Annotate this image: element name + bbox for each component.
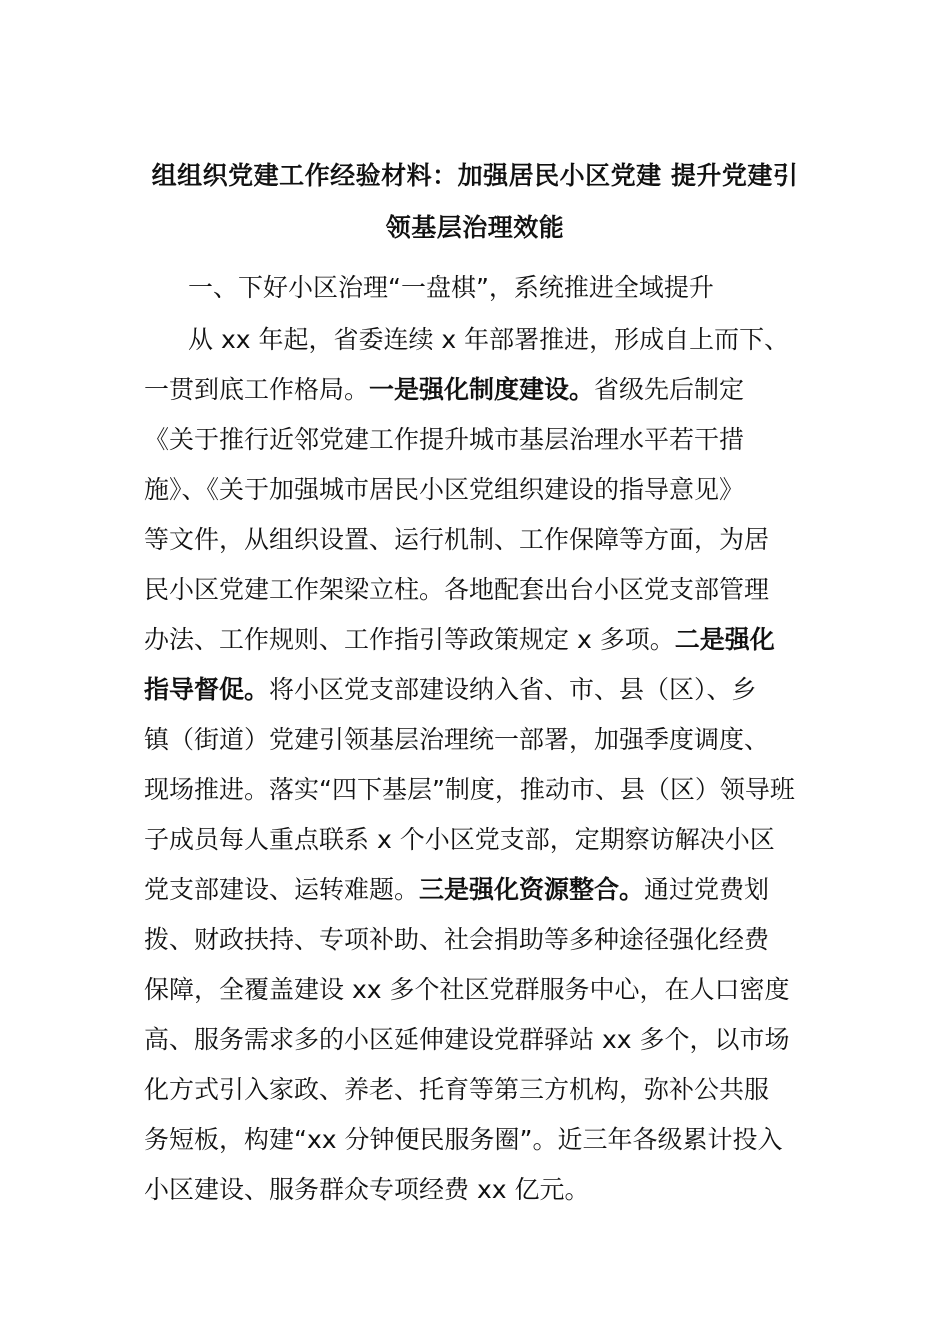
body-line bbox=[144, 515, 804, 565]
bold-lead-text: 指导督促。 bbox=[144, 675, 270, 704]
body-line bbox=[144, 665, 804, 715]
body-text-segment: 保障，全覆盖建设 xx 多个社区党群服务中心，在人口密度 bbox=[144, 975, 790, 1004]
body-line bbox=[144, 415, 804, 465]
body-line bbox=[144, 1015, 804, 1065]
body-text-segment: 镇（街道）党建引领基层治理统一部署，加强季度调度、 bbox=[144, 725, 770, 754]
body-text-segment: 等文件，从组织设置、运行机制、工作保障等方面，为居 bbox=[144, 525, 770, 554]
document-title bbox=[140, 150, 810, 254]
body-text-segment: 民小区党建工作架梁立柱。各地配套出台小区党支部管理 bbox=[144, 575, 770, 604]
body-line bbox=[144, 865, 804, 915]
body-text-segment: 小区建设、服务群众专项经费 xx 亿元。 bbox=[144, 1175, 590, 1204]
title-line-2: 领基层治理效能 bbox=[385, 213, 565, 242]
body-paragraph bbox=[144, 315, 804, 1215]
body-text-segment: 省级先后制定 bbox=[594, 375, 745, 404]
bold-lead-text: 一是强化制度建设。 bbox=[369, 375, 595, 404]
body-text-segment: 从 xx 年起，省委连续 x 年部署推进，形成自上而下、 bbox=[188, 325, 790, 354]
body-text-segment: 《关于推行近邻党建工作提升城市基层治理水平若干措 bbox=[144, 425, 745, 454]
body-text-segment: 将小区党支部建设纳入省、市、县（区）、乡 bbox=[269, 675, 757, 704]
body-text-segment: 高、服务需求多的小区延伸建设党群驿站 xx 多个，以市场 bbox=[144, 1025, 790, 1054]
body-line bbox=[144, 1115, 804, 1165]
body-line bbox=[144, 465, 804, 515]
body-text-segment: 通过党费划 bbox=[644, 875, 770, 904]
body-text-segment: 一贯到底工作格局。 bbox=[144, 375, 370, 404]
body-text-segment: 现场推进。落实“四下基层”制度，推动市、县（区）领导班 bbox=[144, 775, 795, 804]
body-line bbox=[144, 715, 804, 765]
body-line bbox=[144, 915, 804, 965]
body-text-segment: 化方式引入家政、养老、托育等第三方机构，弥补公共服 bbox=[144, 1075, 770, 1104]
bold-lead-text: 三是强化资源整合。 bbox=[419, 875, 645, 904]
title-line-1: 组组织党建工作经验材料：加强居民小区党建 提升党建引 bbox=[151, 161, 799, 190]
body-text-segment: 拨、财政扶持、专项补助、社会捐助等多种途径强化经费 bbox=[144, 925, 770, 954]
body-text-segment: 办法、工作规则、工作指引等政策规定 x 多项。 bbox=[144, 625, 675, 654]
body-line bbox=[144, 315, 804, 365]
body-text-segment: 务短板，构建“xx 分钟便民服务圈”。近三年各级累计投入 bbox=[144, 1125, 783, 1154]
body-line bbox=[144, 615, 804, 665]
body-line bbox=[144, 815, 804, 865]
body-text-segment: 子成员每人重点联系 x 个小区党支部，定期察访解决小区 bbox=[144, 825, 775, 854]
body-line bbox=[144, 965, 804, 1015]
body-text-segment: 施》、《关于加强城市居民小区党组织建设的指导意见》 bbox=[144, 475, 745, 504]
body-text-segment: 党支部建设、运转难题。 bbox=[144, 875, 420, 904]
bold-lead-text: 二是强化 bbox=[674, 625, 775, 654]
section-heading: 一、下好小区治理“一盘棋”，系统推进全域提升 bbox=[188, 273, 714, 302]
body-line bbox=[144, 365, 804, 415]
body-line bbox=[144, 765, 804, 815]
body-line bbox=[144, 1065, 804, 1115]
body-line bbox=[144, 1165, 804, 1215]
body-line bbox=[144, 565, 804, 615]
